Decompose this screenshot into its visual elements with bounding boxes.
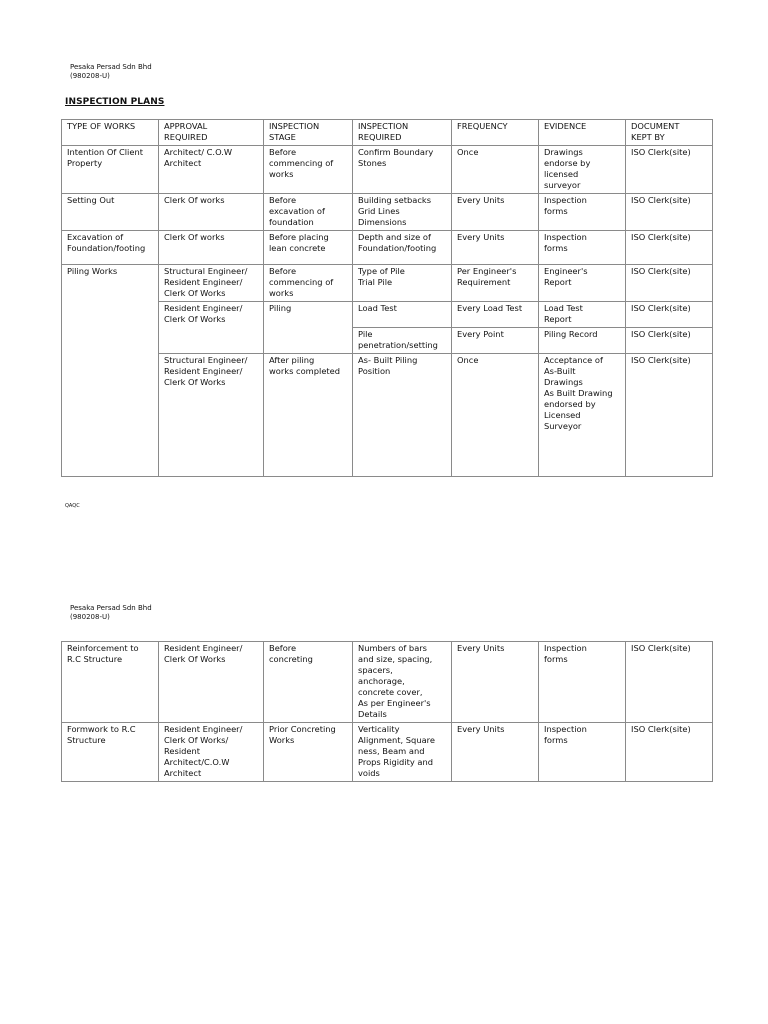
company-registration: (980208-U) [70,613,110,621]
table-cell: Resident Engineer/ Clerk Of Works [159,302,264,354]
table-cell: Clerk Of works [159,194,264,231]
table-cell: Every Units [452,723,539,782]
table-cell: ISO Clerk(site) [626,265,713,302]
table-cell: Excavation of Foundation/footing [62,231,159,265]
header-type-of-works: TYPE OF WORKS [62,120,159,146]
table-cell: As- Built Piling Position [353,354,452,477]
table-row [62,642,713,723]
company-registration: (980208-U) [70,72,110,80]
table-cell: Clerk Of works [159,231,264,265]
table-cell: ISO Clerk(site) [626,723,713,782]
table-cell: ISO Clerk(site) [626,328,713,354]
table-cell: Depth and size of Foundation/footing [353,231,452,265]
table-cell: Piling Works [62,265,159,477]
table-row [62,354,713,477]
table-row [62,231,713,265]
table-cell: Inspection forms [539,194,626,231]
table-cell: Resident Engineer/ Clerk Of Works/ Resident Architect/C.O.W Architect [159,723,264,782]
company-header [70,63,152,81]
table-header-row [62,120,713,146]
table-cell: Before excavation of foundation [264,194,353,231]
table-row [62,265,713,302]
table-cell: Prior Concreting Works [264,723,353,782]
header-evidence: EVIDENCE [539,120,626,146]
table-row [62,302,713,328]
table-cell: Numbers of bars and size, spacing, spacers, anchorage, concrete cover, As per Engineer's Details [353,642,452,723]
table-cell: ISO Clerk(site) [626,146,713,194]
header-document-kept-by: DOCUMENT KEPT BY [626,120,713,146]
table-cell: ISO Clerk(site) [626,302,713,328]
table-cell: Building setbacks Grid Lines Dimensions [353,194,452,231]
header-approval-required: APPROVAL REQUIRED [159,120,264,146]
table-cell: Pile penetration/setting [353,328,452,354]
table-cell: Verticality Alignment, Square ness, Beam and Props Rigidity and voids [353,723,452,782]
table-cell: Setting Out [62,194,159,231]
table-cell: Inspection forms [539,723,626,782]
table-cell: Type of Pile Trial Pile [353,265,452,302]
table-cell: Inspection forms [539,642,626,723]
table-cell: Once [452,146,539,194]
table-cell: Confirm Boundary Stones [353,146,452,194]
header-inspection-stage: INSPECTION STAGE [264,120,353,146]
table-cell: Load Test [353,302,452,328]
table-cell: Inspection forms [539,231,626,265]
table-cell: Before commencing of works [264,146,353,194]
table-cell: Intention Of Client Property [62,146,159,194]
table-cell: Before commencing of works [264,265,353,302]
table-cell: Piling Record [539,328,626,354]
table-cell: Acceptance of As-Built Drawings As Built Drawing endorsed by Licensed Surveyor [539,354,626,477]
table-cell: ISO Clerk(site) [626,642,713,723]
page-title: INSPECTION PLANS [65,97,165,107]
table-cell: Architect/ C.O.W Architect [159,146,264,194]
header-inspection-required: INSPECTION REQUIRED [353,120,452,146]
table-cell: Structural Engineer/ Resident Engineer/ Clerk Of Works [159,354,264,477]
table-cell: Per Engineer's Requirement [452,265,539,302]
table-cell: Engineer's Report [539,265,626,302]
company-name: Pesaka Persad Sdn Bhd [70,63,152,71]
table-cell: Every Load Test [452,302,539,328]
footer-code: QAQC [65,503,80,509]
table-cell: ISO Clerk(site) [626,354,713,477]
table-cell: Every Units [452,642,539,723]
table-row [62,723,713,782]
table-cell: Resident Engineer/ Clerk Of Works [159,642,264,723]
table-cell: Before placing lean concrete [264,231,353,265]
table-row [62,194,713,231]
table-cell: Load Test Report [539,302,626,328]
inspection-plan-table [61,119,713,477]
table-cell: Reinforcement to R.C Structure [62,642,159,723]
table-cell: Every Units [452,194,539,231]
table-cell: After piling works completed [264,354,353,477]
table-row [62,146,713,194]
table-cell: Before concreting [264,642,353,723]
table-cell: Once [452,354,539,477]
table-cell: ISO Clerk(site) [626,194,713,231]
table-cell: Drawings endorse by licensed surveyor [539,146,626,194]
company-header [70,604,152,622]
table-cell: Every Units [452,231,539,265]
inspection-plan-table-continued [61,641,713,782]
table-cell: Piling [264,302,353,354]
table-cell: Formwork to R.C Structure [62,723,159,782]
company-name: Pesaka Persad Sdn Bhd [70,604,152,612]
header-frequency: FREQUENCY [452,120,539,146]
table-cell: ISO Clerk(site) [626,231,713,265]
table-cell: Structural Engineer/ Resident Engineer/ Clerk Of Works [159,265,264,302]
table-cell: Every Point [452,328,539,354]
